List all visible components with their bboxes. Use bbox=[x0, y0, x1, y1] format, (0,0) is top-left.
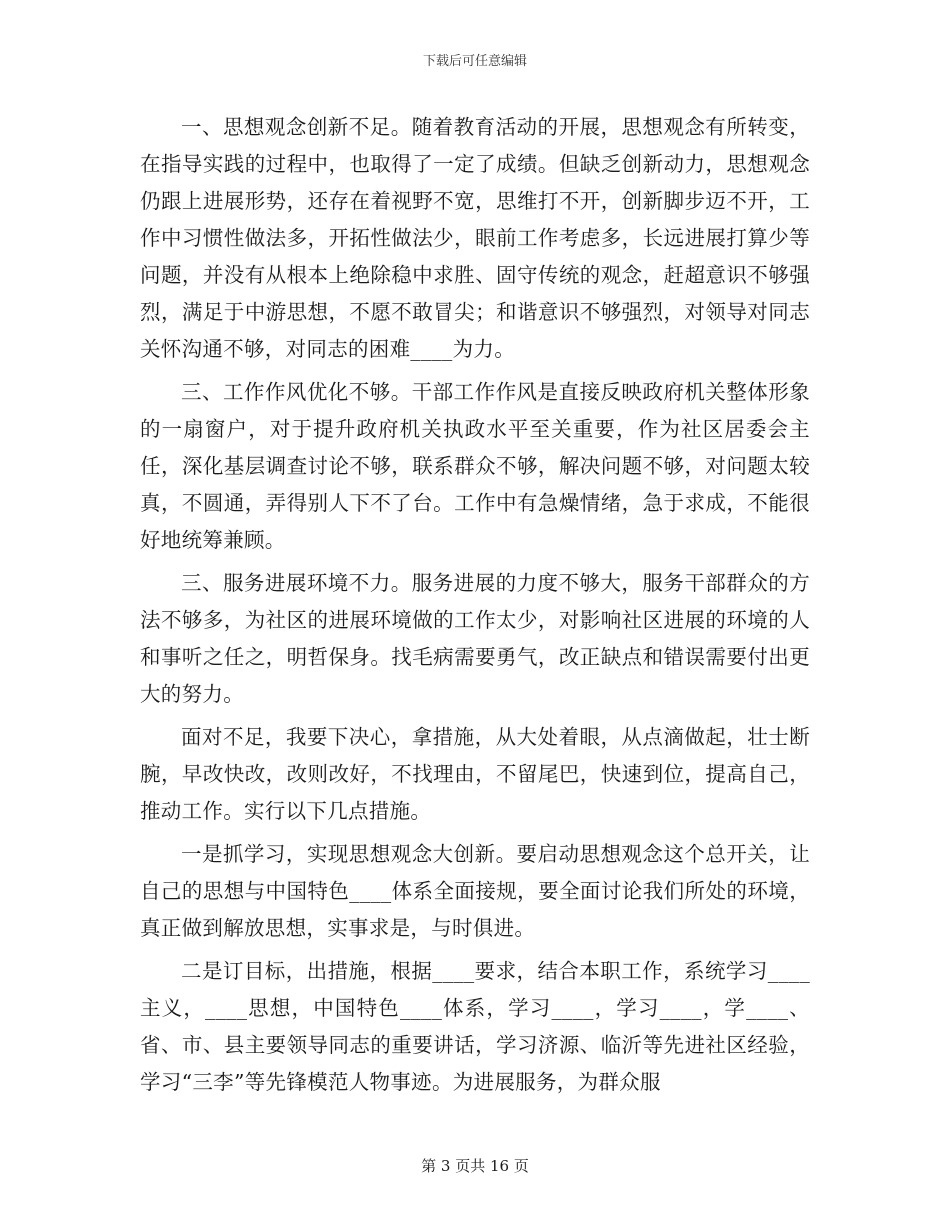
paragraph-measure-goals: 二是订目标，出措施，根据____要求，结合本职工作，系统学习____主义，____思想，中国特色____体系，学习____，学习____，学____、省、市、县主要领导同志的重要讲话，学习济源、临沂等先进社区经验，学习“三李”等先锋模范人物事迹。为进展服务，为群众服 bbox=[140, 959, 810, 1094]
paragraph-resolution: 面对不足，我要下决心，拿措施，从大处着眼，从点滴做起，壮士断腕，早改快改，改则改好，不找理由，不留尾巴，快速到位，提高自己，推动工作。实行以下几点措施。 bbox=[140, 725, 810, 823]
page-number: 第 3 页共 16 页 bbox=[421, 1157, 529, 1175]
paragraph-innovation: 一、思想观念创新不足。随着教育活动的开展，思想观念有所转变，在指导实践的过程中，也取得了一定了成绩。但缺乏创新动力，思想观念仍跟上进展形势，还存在着视野不宽，思维打不开，创新脚步迈不开，工作中习惯性做法多，开拓性做法少，眼前工作考虑多，长远进展打算少等问题，并没有从根本上绝除稳中求胜、固守传统的观念，赶超意识不够强烈，满足于中游思想，不愿不敢冒尖；和谐意识不够强烈，对领导对同志关怀沟通不够，对同志的困难____为力。 bbox=[140, 115, 810, 361]
paragraph-service-environment: 三、服务进展环境不力。服务进展的力度不够大，服务干部群众的方法不够多，为社区的进展环境做的工作太少，对影响社区进展的环境的人和事听之任之，明哲保身。找毛病需要勇气，改正缺点和错误需要付出更大的努力。 bbox=[140, 571, 810, 706]
paragraph-measure-study: 一是抓学习，实现思想观念大创新。要启动思想观念这个总开关，让自己的思想与中国特色____体系全面接规，要全面讨论我们所处的环境，真正做到解放思想，实事求是，与时俱进。 bbox=[140, 842, 810, 940]
paragraph-work-style: 三、工作作风优化不够。干部工作作风是直接反映政府机关整体形象的一扇窗户，对于提升政府机关执政水平至关重要，作为社区居委会主任，深化基层调查讨论不够，联系群众不够，解决问题不够，对问题太较真，不圆通，弄得别人下不了台。工作中有急燥情绪，急于求成，不能很好地统筹兼顾。 bbox=[140, 380, 810, 552]
document-body bbox=[140, 109, 810, 1107]
page-header: 下载后可任意编辑 bbox=[422, 54, 527, 69]
